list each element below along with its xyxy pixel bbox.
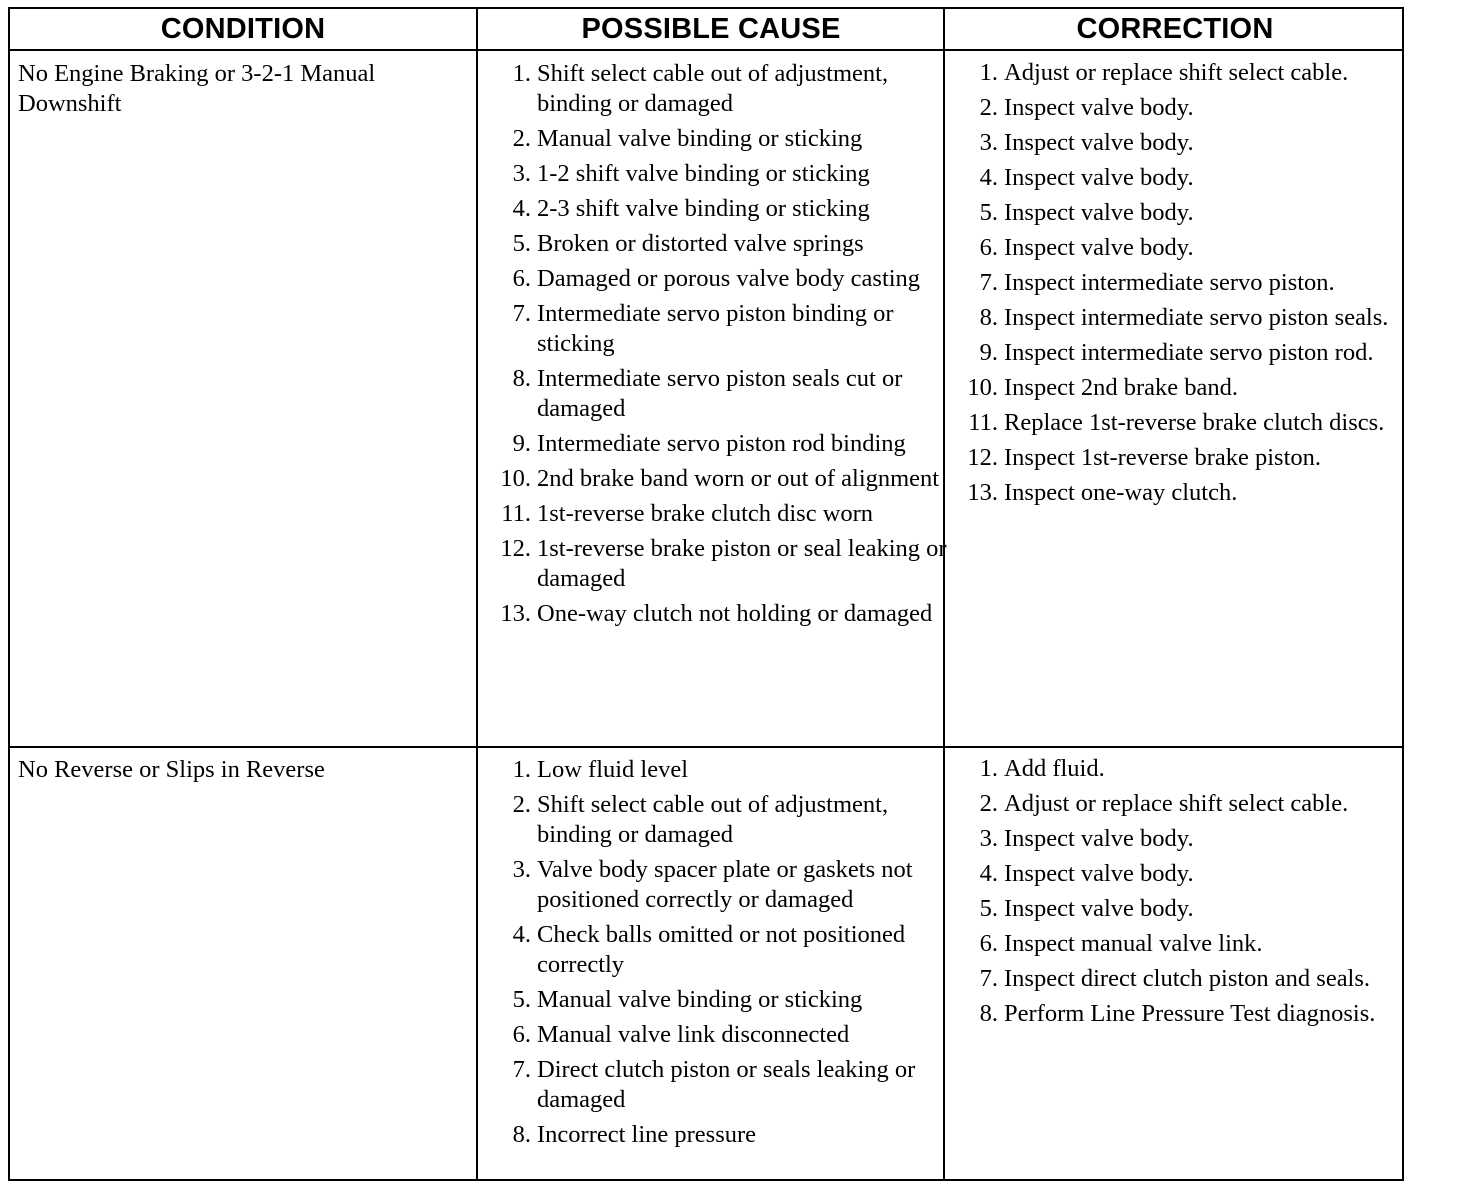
correction-list [964,58,1404,508]
item-text: Direct clutch piston or seals leaking or damaged [537,1056,916,1113]
item-text: Perform Line Pressure Test diagnosis. [1004,1000,1376,1027]
item-text: Inspect 2nd brake band. [1004,374,1239,401]
list-item [497,464,947,494]
item-number: 8. [512,1121,531,1148]
list-item [497,124,947,154]
list-item [964,58,1404,88]
item-number: 5. [979,199,998,226]
item-text: Inspect valve body. [1004,825,1194,852]
item-text: Broken or distorted valve springs [537,230,864,257]
list-item [497,299,947,359]
item-number: 4. [979,164,998,191]
list-item [497,755,947,785]
item-text: Inspect direct clutch piston and seals. [1004,965,1371,992]
list-item [497,59,947,119]
list-item [497,855,947,915]
item-number: 13. [967,479,998,506]
item-number: 1. [512,60,531,87]
item-number: 1. [979,59,998,86]
item-number: 11. [501,500,531,527]
item-text: Manual valve binding or sticking [537,125,863,152]
item-text: Inspect valve body. [1004,164,1194,191]
list-item [497,1055,947,1115]
item-number: 8. [512,365,531,392]
list-item [964,163,1404,193]
item-text: Incorrect line pressure [537,1121,757,1148]
list-item [497,364,947,424]
correction-list [964,754,1404,1029]
item-number: 3. [979,825,998,852]
item-text: Intermediate servo piston rod binding [537,430,906,457]
item-text: 1-2 shift valve binding or sticking [537,160,870,187]
item-number: 2. [979,94,998,121]
list-item [964,303,1404,333]
list-item [497,159,947,189]
item-text: Low fluid level [537,756,689,783]
item-number: 4. [512,921,531,948]
item-text: Shift select cable out of adjustment, binding or damaged [537,60,889,117]
item-number: 6. [512,1021,531,1048]
possible-cause-cell [497,755,947,1155]
item-number: 7. [512,300,531,327]
item-number: 12. [500,535,531,562]
item-text: Inspect valve body. [1004,129,1194,156]
item-text: Inspect valve body. [1004,895,1194,922]
item-text: 2nd brake band worn or out of alignment [537,465,940,492]
item-text: 1st-reverse brake clutch disc worn [537,500,874,527]
item-number: 7. [979,269,998,296]
list-item [497,194,947,224]
item-text: Inspect intermediate servo piston. [1004,269,1335,296]
column-divider [476,9,478,1179]
item-text: Replace 1st-reverse brake clutch discs. [1004,409,1385,436]
item-text: Adjust or replace shift select cable. [1004,59,1349,86]
diagnosis-table [8,7,1404,1181]
list-item [497,985,947,1015]
item-number: 5. [512,986,531,1013]
list-item [964,859,1404,889]
item-number: 2. [512,791,531,818]
list-item [497,534,947,594]
item-number: 3. [512,856,531,883]
item-text: Intermediate servo piston binding or sticking [537,300,894,357]
header-possible-cause: POSSIBLE CAUSE [581,13,841,45]
item-text: Inspect valve body. [1004,234,1194,261]
item-text: Inspect manual valve link. [1004,930,1263,957]
list-item [964,408,1404,438]
item-text: Adjust or replace shift select cable. [1004,790,1349,817]
item-text: Inspect valve body. [1004,94,1194,121]
item-number: 7. [512,1056,531,1083]
item-text: Inspect intermediate servo piston seals. [1004,304,1389,331]
item-text: Check balls omitted or not positioned correctly [537,921,906,978]
item-number: 10. [967,374,998,401]
item-number: 4. [979,860,998,887]
item-number: 5. [512,230,531,257]
item-number: 13. [500,600,531,627]
header-condition: CONDITION [160,13,326,45]
row-divider [10,746,1402,748]
list-item [497,429,947,459]
table-header [10,9,1402,51]
list-item [964,128,1404,158]
item-number: 3. [512,160,531,187]
item-number: 12. [967,444,998,471]
list-item [497,920,947,980]
item-number: 4. [512,195,531,222]
item-text: Manual valve link disconnected [537,1021,850,1048]
item-text: Inspect intermediate servo piston rod. [1004,339,1374,366]
item-text: 1st-reverse brake piston or seal leaking or damaged [537,535,947,592]
item-number: 10. [500,465,531,492]
item-text: Inspect valve body. [1004,860,1194,887]
list-item [964,338,1404,368]
item-text: Intermediate servo piston seals cut or damaged [537,365,903,422]
item-number: 6. [979,930,998,957]
header-correction: CORRECTION [1076,13,1274,45]
list-item [964,478,1404,508]
list-item [964,233,1404,263]
list-item [964,929,1404,959]
item-number: 1. [512,756,531,783]
list-item [964,198,1404,228]
item-number: 8. [979,1000,998,1027]
item-text: 2-3 shift valve binding or sticking [537,195,870,222]
item-number: 11. [968,409,998,436]
item-text: One-way clutch not holding or damaged [537,600,933,627]
item-text: Add fluid. [1004,755,1105,782]
list-item [964,894,1404,924]
list-item [497,229,947,259]
list-item [964,824,1404,854]
list-item [964,754,1404,784]
cause-list [497,755,947,1150]
item-number: 6. [512,265,531,292]
list-item [964,964,1404,994]
possible-cause-cell [497,59,947,634]
item-number: 2. [979,790,998,817]
list-item [964,999,1404,1029]
item-number: 3. [979,129,998,156]
condition-cell: No Reverse or Slips in Reverse [18,756,325,783]
item-number: 5. [979,895,998,922]
item-text: Inspect one-way clutch. [1004,479,1238,506]
cause-list [497,59,947,629]
item-text: Inspect valve body. [1004,199,1194,226]
item-number: 1. [979,755,998,782]
list-item [497,599,947,629]
list-item [497,264,947,294]
item-number: 7. [979,965,998,992]
item-text: Inspect 1st-reverse brake piston. [1004,444,1322,471]
list-item [964,789,1404,819]
list-item [497,1120,947,1150]
item-text: Damaged or porous valve body casting [537,265,921,292]
item-number: 9. [512,430,531,457]
correction-cell [964,58,1404,513]
item-text: Shift select cable out of adjustment, binding or damaged [537,791,889,848]
item-text: Valve body spacer plate or gaskets not positioned correctly or damaged [537,856,913,913]
list-item [964,93,1404,123]
item-number: 9. [979,339,998,366]
list-item [497,790,947,850]
list-item [964,443,1404,473]
list-item [964,268,1404,298]
list-item [964,373,1404,403]
item-number: 2. [512,125,531,152]
item-text: Manual valve binding or sticking [537,986,863,1013]
condition-cell: No Engine Braking or 3-2-1 Manual Downshift [18,60,376,117]
list-item [497,1020,947,1050]
correction-cell [964,754,1404,1034]
item-number: 6. [979,234,998,261]
list-item [497,499,947,529]
item-number: 8. [979,304,998,331]
